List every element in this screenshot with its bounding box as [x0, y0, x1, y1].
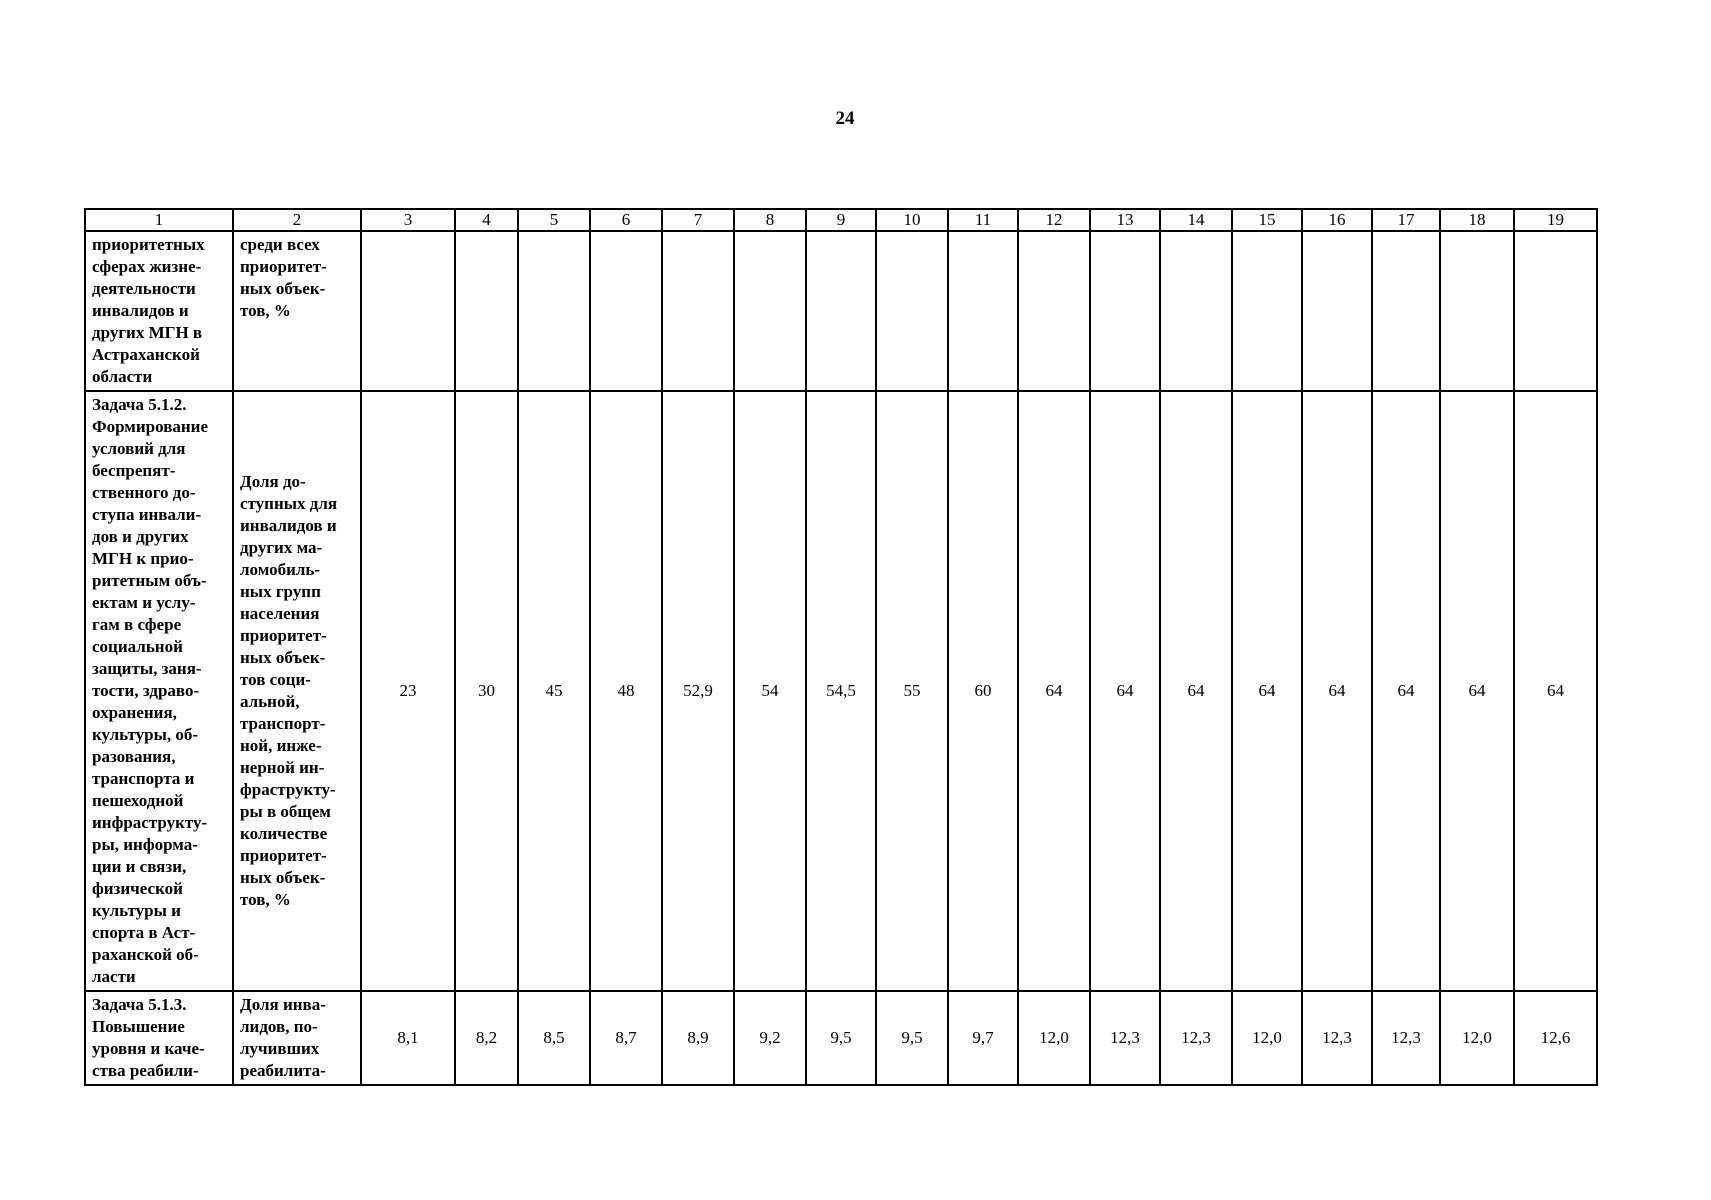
- value-cell: 23: [361, 391, 455, 991]
- column-number-header: 10: [876, 209, 948, 231]
- value-cell: 8,2: [455, 991, 518, 1085]
- value-cell: 12,0: [1440, 991, 1514, 1085]
- table-row: [85, 391, 1597, 991]
- column-number-header: 18: [1440, 209, 1514, 231]
- column-number-header: 19: [1514, 209, 1597, 231]
- task-name-cell: приоритетных сферах жизне- деятельности инвалидов и других МГН в Астраханской области: [85, 231, 233, 391]
- value-cell: 60: [948, 391, 1018, 991]
- column-number-header: 4: [455, 209, 518, 231]
- column-number-header: 12: [1018, 209, 1090, 231]
- value-cell: 12,3: [1160, 991, 1232, 1085]
- column-number-header: 13: [1090, 209, 1160, 231]
- value-cell: 12,3: [1372, 991, 1440, 1085]
- value-cell: 8,5: [518, 991, 590, 1085]
- value-cell: 45: [518, 391, 590, 991]
- value-cell: 64: [1018, 391, 1090, 991]
- value-cell: 12,3: [1090, 991, 1160, 1085]
- value-cell: 8,7: [590, 991, 662, 1085]
- value-cell: 54,5: [806, 391, 876, 991]
- value-cell: 64: [1514, 391, 1597, 991]
- indicator-name-cell: Доля до- ступных для инвалидов и других ма- ломобиль- ных групп населения приоритет- ных объек- тов соци- альной, транспорт- ной, инже- нерной ин- фраструкту- ры в общем количестве приоритет- ных объек- тов, %: [233, 391, 361, 991]
- value-cell: 64: [1090, 391, 1160, 991]
- value-cell: 64: [1302, 391, 1372, 991]
- value-cell: 12,0: [1232, 991, 1302, 1085]
- column-number-header: 1: [85, 209, 233, 231]
- page-number: 24: [835, 108, 855, 129]
- value-cell: 12,0: [1018, 991, 1090, 1085]
- value-cell: 9,2: [734, 991, 806, 1085]
- value-cell: 55: [876, 391, 948, 991]
- column-number-header: 5: [518, 209, 590, 231]
- table-header-row: [85, 209, 1597, 231]
- value-cell: [1160, 231, 1232, 391]
- value-cell: [518, 231, 590, 391]
- column-number-header: 8: [734, 209, 806, 231]
- value-cell: 52,9: [662, 391, 734, 991]
- value-cell: [1440, 231, 1514, 391]
- value-cell: 8,1: [361, 991, 455, 1085]
- column-number-header: 16: [1302, 209, 1372, 231]
- task-name-cell: Задача 5.1.2. Формирование условий для беспрепят- ственного до- ступа инвали- дов и других МГН к прио- ритетным объ- ектам и услу- гам в сфере социальной защиты, заня- тости, здраво- охранения, культуры, об- разования, транспорта и пешеходной инфраструкту- ры, информа- ции и связи, физической культуры и спорта в Аст- раханской об- ласти: [85, 391, 233, 991]
- value-cell: 64: [1372, 391, 1440, 991]
- value-cell: [1232, 231, 1302, 391]
- table-row: [85, 991, 1597, 1085]
- value-cell: 30: [455, 391, 518, 991]
- column-number-header: 2: [233, 209, 361, 231]
- value-cell: [734, 231, 806, 391]
- value-cell: 48: [590, 391, 662, 991]
- indicator-name-cell: среди всех приоритет- ных объек- тов, %: [233, 231, 361, 391]
- value-cell: 9,5: [806, 991, 876, 1085]
- value-cell: [948, 231, 1018, 391]
- value-cell: [1018, 231, 1090, 391]
- value-cell: 64: [1232, 391, 1302, 991]
- column-number-header: 14: [1160, 209, 1232, 231]
- column-number-header: 7: [662, 209, 734, 231]
- value-cell: 54: [734, 391, 806, 991]
- column-number-header: 9: [806, 209, 876, 231]
- value-cell: [1090, 231, 1160, 391]
- value-cell: [876, 231, 948, 391]
- value-cell: [455, 231, 518, 391]
- value-cell: [1514, 231, 1597, 391]
- value-cell: 12,3: [1302, 991, 1372, 1085]
- value-cell: [662, 231, 734, 391]
- value-cell: [806, 231, 876, 391]
- value-cell: 12,6: [1514, 991, 1597, 1085]
- value-cell: 64: [1160, 391, 1232, 991]
- column-number-header: 3: [361, 209, 455, 231]
- column-number-header: 17: [1372, 209, 1440, 231]
- value-cell: [361, 231, 455, 391]
- value-cell: [1372, 231, 1440, 391]
- value-cell: [1302, 231, 1372, 391]
- table-row: [85, 231, 1597, 391]
- value-cell: [590, 231, 662, 391]
- task-name-cell: Задача 5.1.3. Повышение уровня и каче- ства реабили-: [85, 991, 233, 1085]
- value-cell: 8,9: [662, 991, 734, 1085]
- indicator-name-cell: Доля инва- лидов, по- лучивших реабилита-: [233, 991, 361, 1085]
- column-number-header: 11: [948, 209, 1018, 231]
- value-cell: 9,7: [948, 991, 1018, 1085]
- indicator-table: [84, 208, 1598, 1086]
- column-number-header: 6: [590, 209, 662, 231]
- value-cell: 9,5: [876, 991, 948, 1085]
- value-cell: 64: [1440, 391, 1514, 991]
- column-number-header: 15: [1232, 209, 1302, 231]
